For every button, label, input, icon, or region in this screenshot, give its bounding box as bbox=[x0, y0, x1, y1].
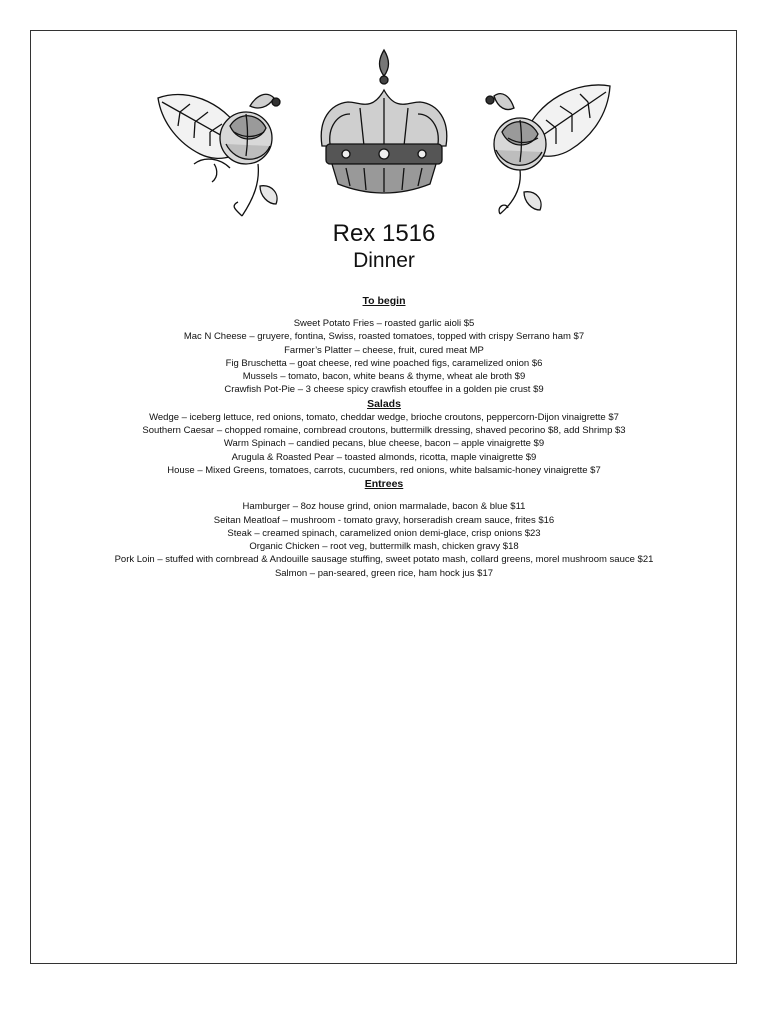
section-entrees bbox=[0, 477, 768, 580]
menu-item: Hamburger – 8oz house grind, onion marmalade, bacon & blue $11 bbox=[242, 501, 526, 513]
menu-body bbox=[0, 294, 768, 580]
magnolia-flower-right-icon bbox=[486, 85, 610, 214]
menu-item: Wedge – iceberg lettuce, red onions, tomato, cheddar wedge, brioche croutons, peppercorn-Dijon vinaigrette $7 bbox=[149, 411, 619, 423]
menu-item: Organic Chicken – root veg, buttermilk mash, chicken gravy $18 bbox=[249, 541, 519, 553]
menu-item: Arugula & Roasted Pear – toasted almonds, ricotta, maple vinaigrette $9 bbox=[231, 451, 537, 463]
menu-item: Seitan Meatloaf – mushroom - tomato gravy, horseradish cream sauce, frites $16 bbox=[213, 514, 555, 526]
menu-item: Sweet Potato Fries – roasted garlic aioli $5 bbox=[293, 318, 475, 329]
menu-item: Mac N Cheese – gruyere, fontina, Swiss, roasted tomatoes, topped with crispy Serrano ham $7 bbox=[183, 331, 585, 343]
menu-item: Fig Bruschetta – goat cheese, red wine poached figs, caramelized onion $6 bbox=[225, 357, 543, 369]
menu-item: Pork Loin – stuffed with cornbread & Andouille sausage stuffing, sweet potato mash, collard greens, morel mushroom sauce $21 bbox=[114, 554, 654, 566]
magnolia-flower-left-icon bbox=[158, 94, 280, 216]
menu-item: Warm Spinach – candied pecans, blue cheese, bacon – apple vinaigrette $9 bbox=[223, 438, 545, 450]
menu-item: Crawfish Pot-Pie – 3 cheese spicy crawfish etouffee in a golden pie crust $9 bbox=[224, 384, 544, 396]
crown-icon bbox=[321, 50, 447, 193]
menu-subtitle: Dinner bbox=[353, 249, 415, 272]
section-salads bbox=[0, 397, 768, 477]
restaurant-title: Rex 1516 bbox=[332, 220, 436, 247]
menu-item: Southern Caesar – chopped romaine, cornbread croutons, buttermilk dressing, shaved pecorino $8, add Shrimp $3 bbox=[142, 425, 626, 437]
menu-item: Steak – creamed spinach, caramelized onion demi-glace, crisp onions $23 bbox=[227, 527, 541, 539]
menu-item: Mussels – tomato, bacon, white beans & thyme, wheat ale broth $9 bbox=[242, 371, 526, 383]
menu-item: Farmer’s Platter – cheese, fruit, cured meat MP bbox=[284, 344, 484, 356]
section-to-begin bbox=[0, 294, 768, 397]
section-heading-entrees: Entrees bbox=[364, 478, 404, 491]
ornament-header bbox=[150, 46, 618, 224]
menu-item: Salmon – pan-seared, green rice, ham hock jus $17 bbox=[274, 567, 494, 579]
section-heading-salads: Salads bbox=[367, 397, 401, 410]
section-heading-to-begin: To begin bbox=[362, 295, 406, 307]
menu-item: House – Mixed Greens, tomatoes, carrots, cucumbers, red onions, white balsamic-honey vinaigrette $7 bbox=[167, 464, 601, 476]
